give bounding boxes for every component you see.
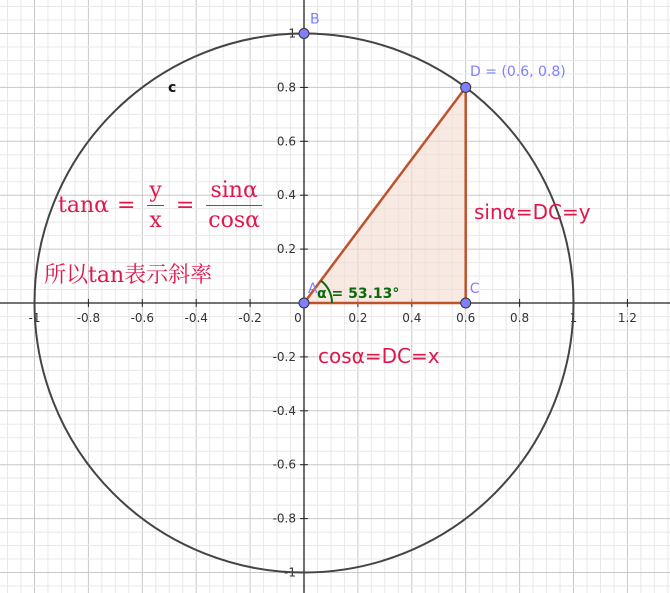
cos-text: cosα=DC=x bbox=[318, 344, 440, 368]
point-c bbox=[461, 298, 471, 308]
x-tick-label: 1 bbox=[569, 311, 578, 325]
equals-sign: = bbox=[116, 193, 136, 218]
fraction-sin-over-cos bbox=[206, 178, 262, 233]
x-tick-label: 0.6 bbox=[456, 311, 476, 325]
fraction-denominator: x bbox=[147, 205, 163, 233]
y-tick-label: -0.4 bbox=[272, 403, 296, 418]
y-tick-label: -0.8 bbox=[272, 511, 296, 526]
y-tick-label: 0.2 bbox=[276, 242, 296, 257]
fraction-y-over-x bbox=[147, 178, 163, 233]
fraction-numerator: sinα bbox=[210, 178, 258, 203]
x-tick-label: 1.2 bbox=[617, 311, 637, 325]
point-a-label: A bbox=[308, 281, 318, 297]
x-tick-label: -0.2 bbox=[238, 311, 262, 325]
equals-sign: = bbox=[175, 193, 195, 218]
tan-lhs: tanα bbox=[58, 193, 109, 218]
x-tick-label: 0 bbox=[294, 311, 302, 325]
y-tick-label: 0.4 bbox=[276, 188, 296, 203]
point-d bbox=[461, 82, 471, 92]
tan-meaning-text: 所以tan表示斜率 bbox=[44, 263, 213, 288]
y-tick-label: -0.2 bbox=[272, 349, 296, 364]
x-tick-label: -0.6 bbox=[130, 311, 155, 325]
circle-label: c bbox=[168, 80, 177, 96]
x-tick-label: -1 bbox=[28, 311, 41, 325]
y-tick-label: 0.6 bbox=[276, 134, 296, 149]
point-c-label: C bbox=[469, 281, 480, 297]
angle-alpha-label: α = 53.13° bbox=[317, 286, 400, 302]
x-tick-label: 0.4 bbox=[402, 311, 422, 325]
x-tick-label: -0.8 bbox=[76, 311, 101, 325]
x-tick-label: 0.2 bbox=[348, 311, 368, 325]
fraction-numerator: y bbox=[149, 178, 162, 203]
y-tick-label: 0.8 bbox=[276, 80, 296, 95]
tan-formula bbox=[58, 178, 266, 233]
y-tick-label: 1 bbox=[288, 26, 296, 41]
sin-text: sinα=DC=y bbox=[474, 200, 591, 224]
y-tick-label: -0.6 bbox=[272, 457, 296, 472]
point-a bbox=[299, 298, 309, 308]
x-tick-label: 0.8 bbox=[510, 311, 530, 325]
x-tick-label: -0.4 bbox=[184, 311, 208, 325]
point-b bbox=[299, 29, 309, 39]
point-d-caption: D = (0.6, 0.8) bbox=[470, 64, 566, 80]
fraction-denominator: cosα bbox=[206, 205, 262, 233]
point-b-label: B bbox=[310, 11, 320, 28]
y-tick-label: -1 bbox=[284, 565, 296, 580]
